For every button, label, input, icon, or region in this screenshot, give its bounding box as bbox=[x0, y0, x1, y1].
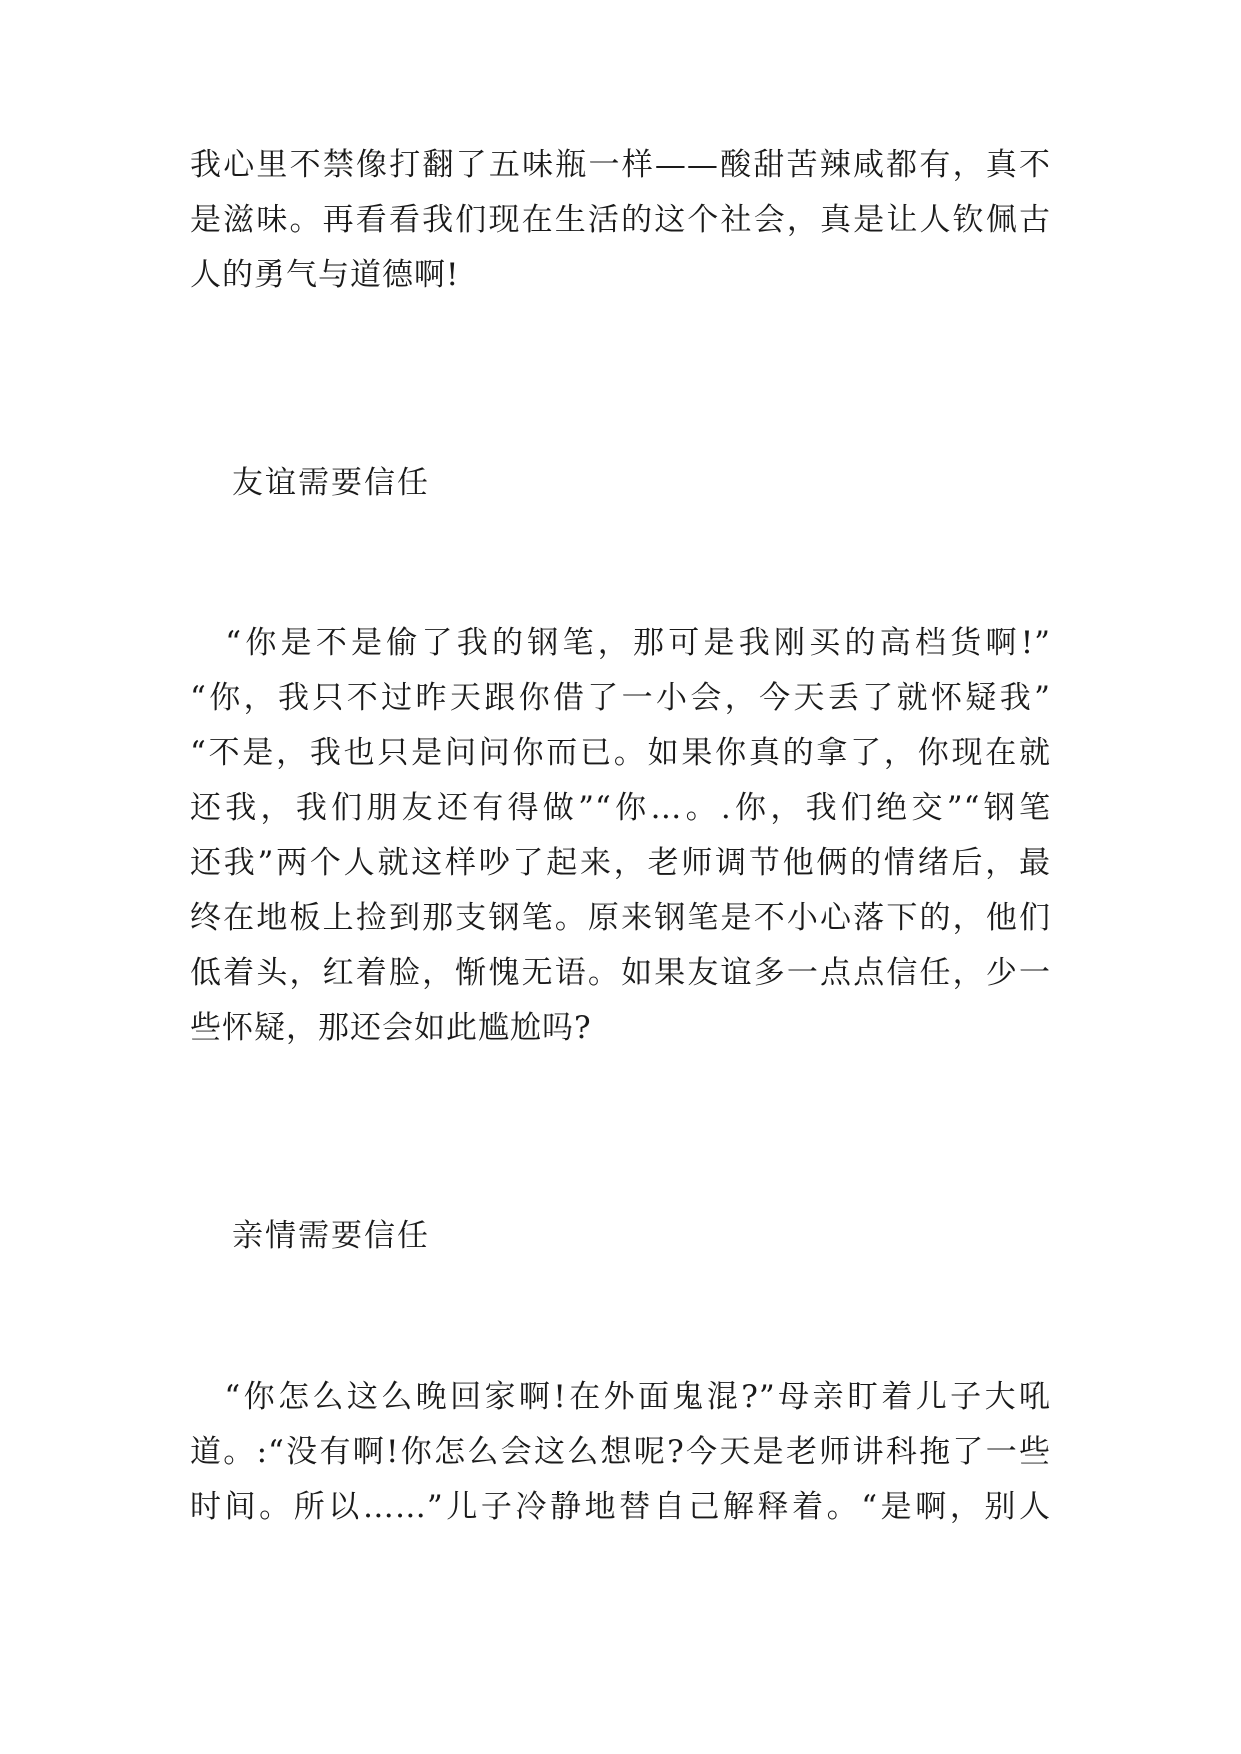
paragraph-2-line-3: “不是，我也只是问问你而已。如果你真的拿了，你现在就 bbox=[190, 735, 1051, 771]
paragraph-2-line-6: 终在地板上捡到那支钢笔。原来钢笔是不小心落下的，他们 bbox=[190, 900, 1051, 936]
section-heading-friendship: 友谊需要信任 bbox=[232, 465, 430, 501]
paragraph-1-line-2: 是滋味。再看看我们现在生活的这个社会，真是让人钦佩古 bbox=[190, 202, 1051, 238]
paragraph-2-line-4: 还我，我们朋友还有得做”“你…。.你，我们绝交”“钢笔 bbox=[190, 790, 1051, 826]
paragraph-3-line-3: 时间。所以……”儿子冷静地替自己解释着。“是啊，别人 bbox=[190, 1489, 1051, 1525]
paragraph-2-line-2: “你，我只不过昨天跟你借了一小会，今天丢了就怀疑我” bbox=[190, 680, 1051, 716]
paragraph-1-line-1: 我心里不禁像打翻了五味瓶一样——酸甜苦辣咸都有，真不 bbox=[190, 147, 1051, 183]
paragraph-3-line-1: “你怎么这么晚回家啊!在外面鬼混?”母亲盯着儿子大吼 bbox=[190, 1379, 1051, 1415]
paragraph-2-line-7: 低着头，红着脸，惭愧无语。如果友谊多一点点信任，少一 bbox=[190, 955, 1051, 991]
paragraph-2-line-5: 还我”两个人就这样吵了起来，老师调节他俩的情绪后，最 bbox=[190, 845, 1051, 881]
paragraph-3-line-2: 道。:“没有啊!你怎么会这么想呢?今天是老师讲科拖了一些 bbox=[190, 1434, 1051, 1470]
paragraph-2-line-1: “你是不是偷了我的钢笔，那可是我刚买的高档货啊!” bbox=[190, 625, 1051, 661]
paragraph-1-line-3: 人的勇气与道德啊! bbox=[190, 257, 460, 293]
section-heading-family: 亲情需要信任 bbox=[232, 1218, 430, 1254]
paragraph-2-line-8: 些怀疑，那还会如此尴尬吗? bbox=[190, 1010, 592, 1046]
